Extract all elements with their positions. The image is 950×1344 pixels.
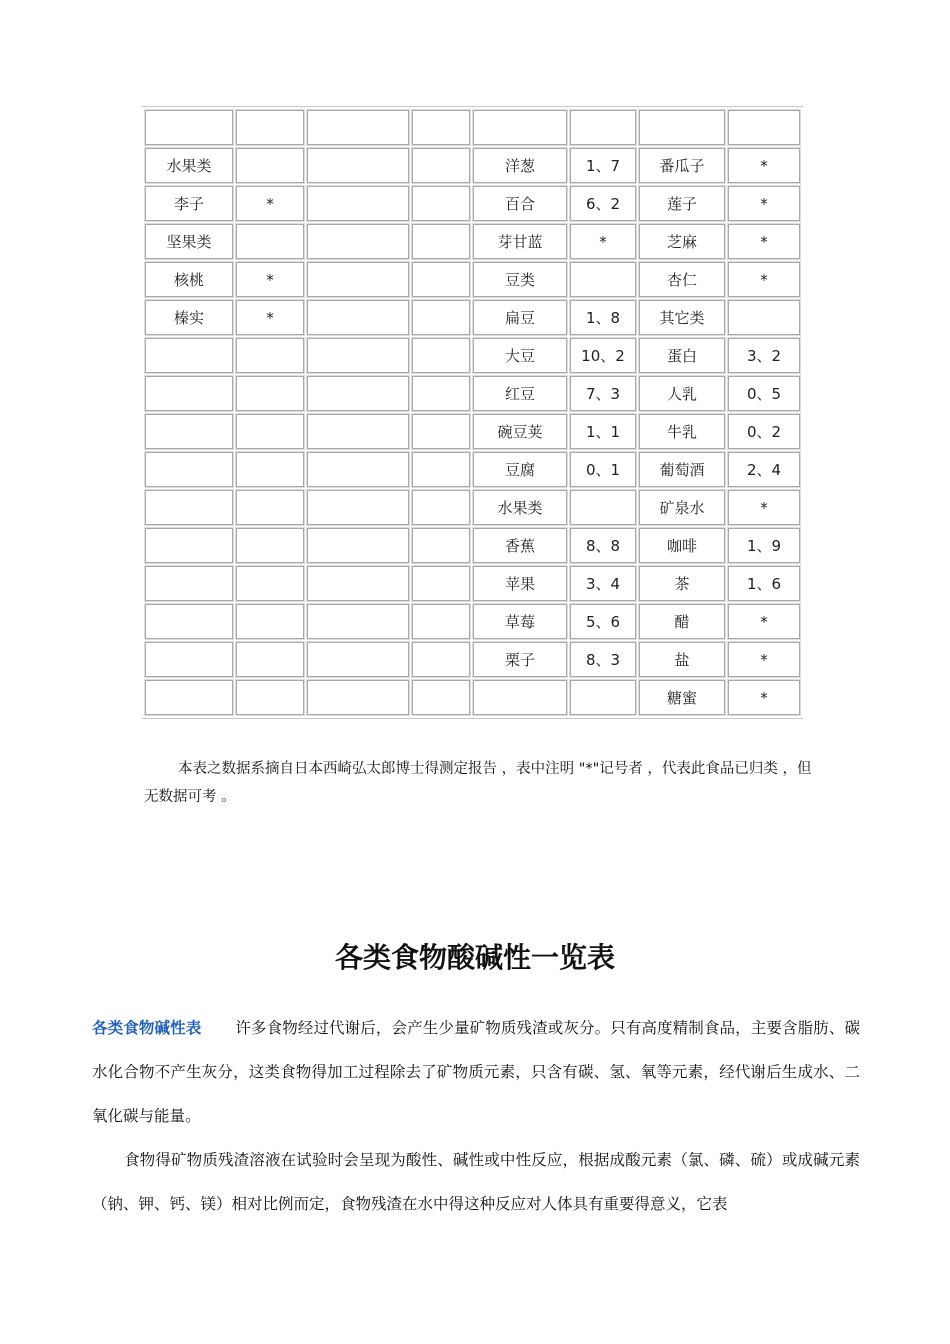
table-cell: 8、3 bbox=[570, 642, 636, 677]
table-cell bbox=[412, 262, 470, 297]
table-cell: 番瓜子 bbox=[639, 148, 725, 183]
table-cell: 洋葱 bbox=[473, 148, 567, 183]
table-cell: 0、2 bbox=[728, 414, 800, 449]
table-cell bbox=[307, 452, 409, 487]
table-cell: 醋 bbox=[639, 604, 725, 639]
table-cell: 牛乳 bbox=[639, 414, 725, 449]
table-cell bbox=[307, 376, 409, 411]
table-cell: * bbox=[728, 604, 800, 639]
table-cell bbox=[570, 262, 636, 297]
table-cell: 香蕉 bbox=[473, 528, 567, 563]
table-cell: 百合 bbox=[473, 186, 567, 221]
table-cell bbox=[307, 300, 409, 335]
table-cell bbox=[570, 490, 636, 525]
table-cell: 人乳 bbox=[639, 376, 725, 411]
table-cell bbox=[570, 110, 636, 145]
paragraph-2: 食物得矿物质残渣溶液在试验时会呈现为酸性、碱性或中性反应，根据成酸元素（氯、磷、硫）或成碱元素（钠、钾、钙、镁）相对比例而定，食物残渣在水中得这种反应对人体具有重要得意义，它表 bbox=[92, 1151, 860, 1213]
table-cell bbox=[307, 490, 409, 525]
table-cell: * bbox=[236, 186, 304, 221]
table-cell bbox=[145, 604, 233, 639]
table-cell: 草莓 bbox=[473, 604, 567, 639]
table-row bbox=[145, 300, 800, 335]
table-cell: 1、8 bbox=[570, 300, 636, 335]
table-cell: 矿泉水 bbox=[639, 490, 725, 525]
table-cell: 8、8 bbox=[570, 528, 636, 563]
table-cell bbox=[412, 338, 470, 373]
table-cell bbox=[412, 376, 470, 411]
table-cell bbox=[307, 110, 409, 145]
table-cell bbox=[639, 110, 725, 145]
table-cell bbox=[473, 110, 567, 145]
table-cell: * bbox=[728, 186, 800, 221]
table-row bbox=[145, 110, 800, 145]
table-cell: 糖蜜 bbox=[639, 680, 725, 715]
table-cell: 榛实 bbox=[145, 300, 233, 335]
table-cell bbox=[236, 604, 304, 639]
table-note: 本表之数据系摘自日本西崎弘太郎博士得测定报告 ，表中注明 "*"记号者 ，代表此食品已归类 ，但无数据可考 。 bbox=[144, 761, 812, 805]
table-body bbox=[145, 110, 800, 715]
table-cell: 咖啡 bbox=[639, 528, 725, 563]
table-cell: 1、7 bbox=[570, 148, 636, 183]
table-cell bbox=[236, 528, 304, 563]
table-cell bbox=[145, 528, 233, 563]
table-cell: 1、9 bbox=[728, 528, 800, 563]
table-cell: 李子 bbox=[145, 186, 233, 221]
table-cell bbox=[145, 376, 233, 411]
table-row bbox=[145, 490, 800, 525]
table-cell: 红豆 bbox=[473, 376, 567, 411]
table-cell: 0、1 bbox=[570, 452, 636, 487]
food-acidity-table-wrapper bbox=[142, 106, 803, 719]
table-cell: * bbox=[728, 642, 800, 677]
table-row bbox=[145, 604, 800, 639]
table-row bbox=[145, 452, 800, 487]
paragraph-1-text: 许多食物经过代谢后，会产生少量矿物质残渣或灰分。只有高度精制食品，主要含脂肪、碳水化合物不产生灰分，这类食物得加工过程除去了矿物质元素，只含有碳、氢、氧等元素，经代谢后生成水、二氧化碳与能量。 bbox=[92, 1019, 860, 1125]
table-cell bbox=[412, 566, 470, 601]
table-cell: 蛋白 bbox=[639, 338, 725, 373]
table-row bbox=[145, 376, 800, 411]
table-cell: 杏仁 bbox=[639, 262, 725, 297]
table-cell bbox=[236, 566, 304, 601]
table-cell bbox=[307, 604, 409, 639]
table-cell: 5、6 bbox=[570, 604, 636, 639]
table-cell: 芽甘蓝 bbox=[473, 224, 567, 259]
table-cell bbox=[412, 186, 470, 221]
table-cell: 莲子 bbox=[639, 186, 725, 221]
table-cell: * bbox=[728, 680, 800, 715]
table-cell bbox=[145, 490, 233, 525]
table-cell: * bbox=[728, 224, 800, 259]
table-cell bbox=[145, 566, 233, 601]
table-cell bbox=[307, 262, 409, 297]
table-cell bbox=[236, 452, 304, 487]
table-cell bbox=[412, 414, 470, 449]
table-cell: 其它类 bbox=[639, 300, 725, 335]
table-row bbox=[145, 148, 800, 183]
table-cell: * bbox=[728, 148, 800, 183]
table-cell: * bbox=[728, 262, 800, 297]
table-row bbox=[145, 414, 800, 449]
table-cell bbox=[145, 338, 233, 373]
table-cell: 2、4 bbox=[728, 452, 800, 487]
table-cell: * bbox=[236, 262, 304, 297]
table-cell bbox=[236, 414, 304, 449]
table-cell bbox=[412, 300, 470, 335]
table-cell bbox=[728, 300, 800, 335]
table-cell bbox=[236, 680, 304, 715]
table-cell bbox=[307, 148, 409, 183]
table-row bbox=[145, 528, 800, 563]
table-cell bbox=[145, 680, 233, 715]
table-cell bbox=[236, 490, 304, 525]
table-cell bbox=[412, 148, 470, 183]
table-cell bbox=[307, 566, 409, 601]
table-cell bbox=[307, 224, 409, 259]
table-cell: 7、3 bbox=[570, 376, 636, 411]
table-cell bbox=[412, 110, 470, 145]
table-cell bbox=[307, 528, 409, 563]
table-cell: 1、1 bbox=[570, 414, 636, 449]
table-row bbox=[145, 338, 800, 373]
table-cell: 水果类 bbox=[145, 148, 233, 183]
table-cell: 碗豆荚 bbox=[473, 414, 567, 449]
table-cell bbox=[412, 224, 470, 259]
table-cell bbox=[412, 642, 470, 677]
table-cell bbox=[236, 110, 304, 145]
table-cell: 6、2 bbox=[570, 186, 636, 221]
table-cell bbox=[307, 338, 409, 373]
table-cell: 栗子 bbox=[473, 642, 567, 677]
table-cell bbox=[728, 110, 800, 145]
body-text bbox=[92, 1006, 860, 1226]
table-cell: 坚果类 bbox=[145, 224, 233, 259]
table-cell: 大豆 bbox=[473, 338, 567, 373]
table-cell: 0、5 bbox=[728, 376, 800, 411]
page-heading: 各类食物酸碱性一览表 bbox=[334, 941, 615, 974]
table-cell bbox=[412, 680, 470, 715]
table-row bbox=[145, 262, 800, 297]
table-cell bbox=[236, 338, 304, 373]
table-cell: 1、6 bbox=[728, 566, 800, 601]
table-cell bbox=[145, 642, 233, 677]
table-cell bbox=[236, 376, 304, 411]
table-cell bbox=[236, 642, 304, 677]
table-cell bbox=[145, 414, 233, 449]
table-cell: 扁豆 bbox=[473, 300, 567, 335]
table-cell: 水果类 bbox=[473, 490, 567, 525]
table-cell bbox=[307, 680, 409, 715]
table-cell bbox=[412, 490, 470, 525]
paragraph-1 bbox=[92, 1006, 860, 1138]
table-row bbox=[145, 680, 800, 715]
table-row bbox=[145, 224, 800, 259]
table-row bbox=[145, 566, 800, 601]
section-label-link[interactable]: 各类食物碱性表 bbox=[92, 1019, 202, 1037]
table-cell bbox=[412, 528, 470, 563]
table-cell: * bbox=[728, 490, 800, 525]
table-cell: 盐 bbox=[639, 642, 725, 677]
table-cell: 豆类 bbox=[473, 262, 567, 297]
table-cell bbox=[145, 452, 233, 487]
table-cell: * bbox=[236, 300, 304, 335]
table-cell bbox=[145, 110, 233, 145]
table-cell: 葡萄酒 bbox=[639, 452, 725, 487]
table-cell: 芝麻 bbox=[639, 224, 725, 259]
table-cell: 豆腐 bbox=[473, 452, 567, 487]
table-cell: 茶 bbox=[639, 566, 725, 601]
table-row bbox=[145, 186, 800, 221]
food-acidity-table bbox=[142, 106, 803, 719]
table-cell: 3、2 bbox=[728, 338, 800, 373]
table-cell bbox=[307, 186, 409, 221]
table-row bbox=[145, 642, 800, 677]
table-cell bbox=[307, 414, 409, 449]
table-cell: 10、2 bbox=[570, 338, 636, 373]
table-cell bbox=[570, 680, 636, 715]
table-cell bbox=[412, 604, 470, 639]
table-cell: 核桃 bbox=[145, 262, 233, 297]
table-cell bbox=[236, 148, 304, 183]
table-cell: 苹果 bbox=[473, 566, 567, 601]
table-cell bbox=[236, 224, 304, 259]
table-cell bbox=[473, 680, 567, 715]
table-cell: * bbox=[570, 224, 636, 259]
table-cell: 3、4 bbox=[570, 566, 636, 601]
table-cell bbox=[412, 452, 470, 487]
table-cell bbox=[307, 642, 409, 677]
